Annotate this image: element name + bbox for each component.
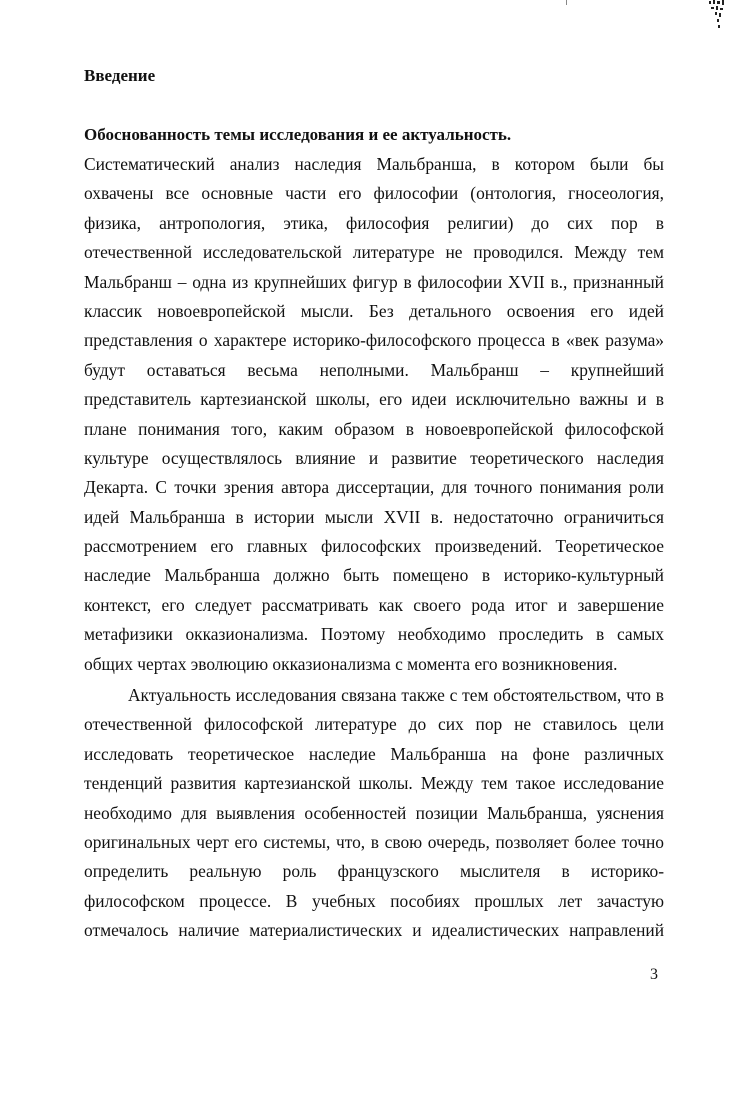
text-line: оригинальных черт его системы, что, в свою очередь, позволяет более точно	[84, 831, 664, 852]
text-line: наследие Мальбранша должно быть помещено в историко-культурный	[84, 565, 664, 586]
text-line: Актуальность исследования связана также с тем обстоятельством, что в	[128, 685, 664, 705]
text-line: тенденций развития картезианской школы. Между тем такое исследование	[84, 773, 664, 794]
text-line: Мальбранш – одна из крупнейших фигур в философии XVII в., признанный	[84, 271, 664, 292]
text-line: Декарта. С точки зрения автора диссертации, для точного понимания роли	[84, 477, 664, 498]
text-line: будут оставаться весьма неполными. Мальбранш – крупнейший	[84, 359, 664, 380]
text-line: представления о характере историко-философского процесса в «век разума»	[84, 330, 664, 351]
text-line: необходимо для выявления особенностей позиции Мальбранша, уяснения	[84, 802, 664, 823]
text-line: рассмотрением его главных философских произведений. Теоретическое	[84, 536, 664, 557]
section-heading: Обоснованность темы исследования и ее актуальность.	[84, 125, 512, 144]
text-line: определить реальную роль французского мыслителя в историко-	[84, 861, 664, 882]
page-number: 3	[650, 966, 658, 983]
paragraph-2	[84, 681, 664, 946]
text-line: Систематический анализ наследия Мальбранша, в котором были бы	[84, 154, 664, 174]
text-line: метафизики окказионализма. Поэтому необходимо проследить в самых	[84, 624, 664, 645]
text-line: общих чертах эволюцию окказионализма с момента его возникновения.	[84, 653, 618, 674]
text-line: классик новоевропейской мысли. Без детального освоения его идей	[84, 300, 664, 321]
text-line: контекст, его следует рассматривать как своего рода итог и завершение	[84, 594, 664, 615]
text-line: идей Мальбранша в истории мысли XVII в. недостаточно ограничиться	[84, 506, 664, 527]
paragraph-1	[84, 150, 664, 679]
scan-corner-stamp	[707, 0, 727, 32]
text-line: плане понимания того, каким образом в новоевропейской философской	[84, 418, 664, 439]
scan-artifact-mark	[566, 0, 568, 6]
text-line: физика, антропология, этика, философия религии) до сих пор в	[84, 212, 664, 233]
text-line: представитель картезианской школы, его идеи исключительно важны и в	[84, 389, 664, 410]
text-line: отечественной исследовательской литературе не проводился. Между тем	[84, 242, 664, 263]
text-line: охвачены все основные части его философии (онтология, гносеология,	[84, 183, 664, 204]
text-line: отмечалось наличие материалистических и идеалистических направлений	[84, 920, 664, 941]
text-line: культуре осуществлялось влияние и развитие теоретического наследия	[84, 447, 664, 468]
text-line: философском процессе. В учебных пособиях прошлых лет зачастую	[84, 890, 664, 911]
text-line: исследовать теоретическое наследие Мальбранша на фоне различных	[84, 743, 664, 764]
text-line: отечественной философской литературе до сих пор не ставилось цели	[84, 714, 664, 735]
page-heading: Введение	[84, 66, 156, 85]
